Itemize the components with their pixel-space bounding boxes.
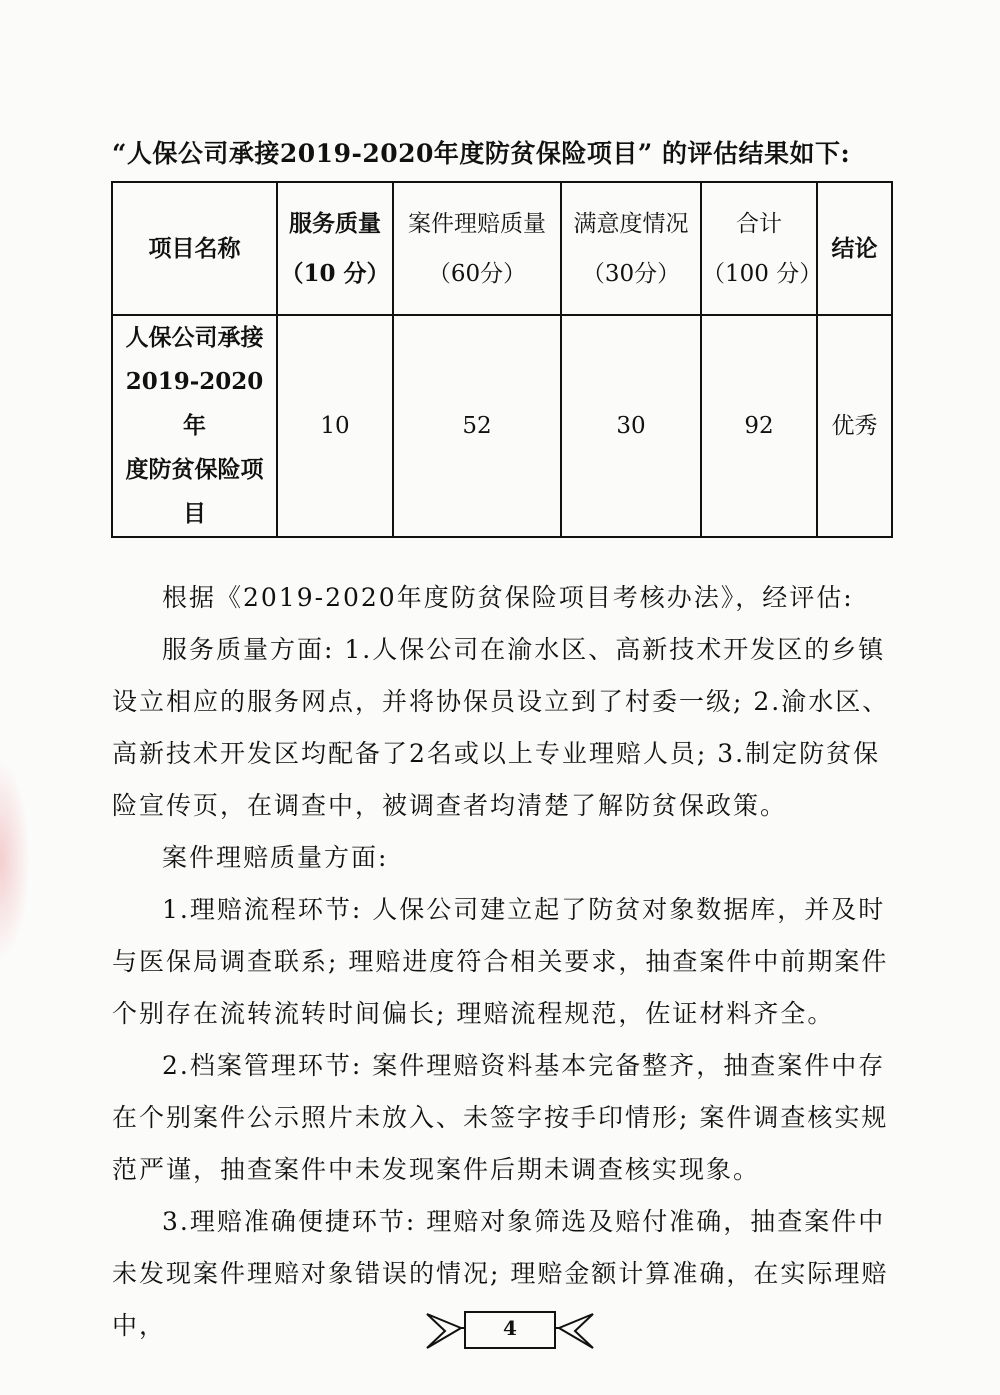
paragraph-accuracy: 3.理赔准确便捷环节: 理赔对象筛选及赔付准确，抽查案件中未发现案件理赔对象错误的情况; 理赔金额计算准确，在实际理赔中， bbox=[112, 1207, 889, 1340]
evaluation-table bbox=[111, 181, 893, 538]
body-text bbox=[112, 572, 902, 1352]
paragraph-claims-process: 1.理赔流程环节: 人保公司建立起了防贫对象数据库，并及时与医保局调查联系; 理赔进度符合相关要求，抽查案件中前期案件个别存在流转流转时间偏长; 理赔流程规范，佐证材料齐全。 bbox=[112, 895, 889, 1028]
table-header-row bbox=[112, 182, 892, 315]
cell-claims-score: 52 bbox=[393, 315, 561, 537]
header-satisfaction: 满意度情况 （30分） bbox=[561, 182, 701, 315]
cell-total-score: 92 bbox=[701, 315, 817, 537]
page-number: 4 bbox=[503, 1316, 517, 1340]
paragraph-basis: 根据《2019-2020年度防贫保险项目考核办法》，经评估: bbox=[162, 583, 854, 612]
header-service-quality: 服务质量 （10 分） bbox=[277, 182, 393, 315]
cell-service-score: 10 bbox=[277, 315, 393, 537]
page-number-ornament bbox=[425, 1308, 595, 1354]
red-stamp-edge bbox=[0, 760, 30, 960]
cell-conclusion: 优秀 bbox=[817, 315, 892, 537]
intro-sentence: “人保公司承接2019-2020年度防贫保险项目” 的评估结果如下: bbox=[112, 139, 851, 168]
table-row bbox=[112, 315, 892, 537]
paragraph-archive-management: 2.档案管理环节: 案件理赔资料基本完备整齐，抽查案件中存在个别案件公示照片未放入、未签字按手印情形; 案件调查核实规范严谨，抽查案件中未发现案件后期未调查核实现象。 bbox=[112, 1051, 889, 1184]
paragraph-service-quality: 服务质量方面: 1.人保公司在渝水区、高新技术开发区的乡镇设立相应的服务网点，并将协保员设立到了村委一级; 2.渝水区、高新技术开发区均配备了2名或以上专业理赔人员; 3.制定防贫保险宣传页，在调查中，被调查者均清楚了解防贫保政策。 bbox=[112, 635, 890, 820]
header-total: 合计 （100 分） bbox=[701, 182, 817, 315]
cell-satisfaction-score: 30 bbox=[561, 315, 701, 537]
paragraph-claims-heading: 案件理赔质量方面: bbox=[162, 843, 389, 872]
cell-project-name: 人保公司承接 2019-2020年 度防贫保险项 目 bbox=[112, 315, 277, 537]
header-claims-quality: 案件理赔质量 （60分） bbox=[393, 182, 561, 315]
header-project-name: 项目名称 bbox=[112, 182, 277, 315]
header-conclusion: 结论 bbox=[817, 182, 892, 315]
